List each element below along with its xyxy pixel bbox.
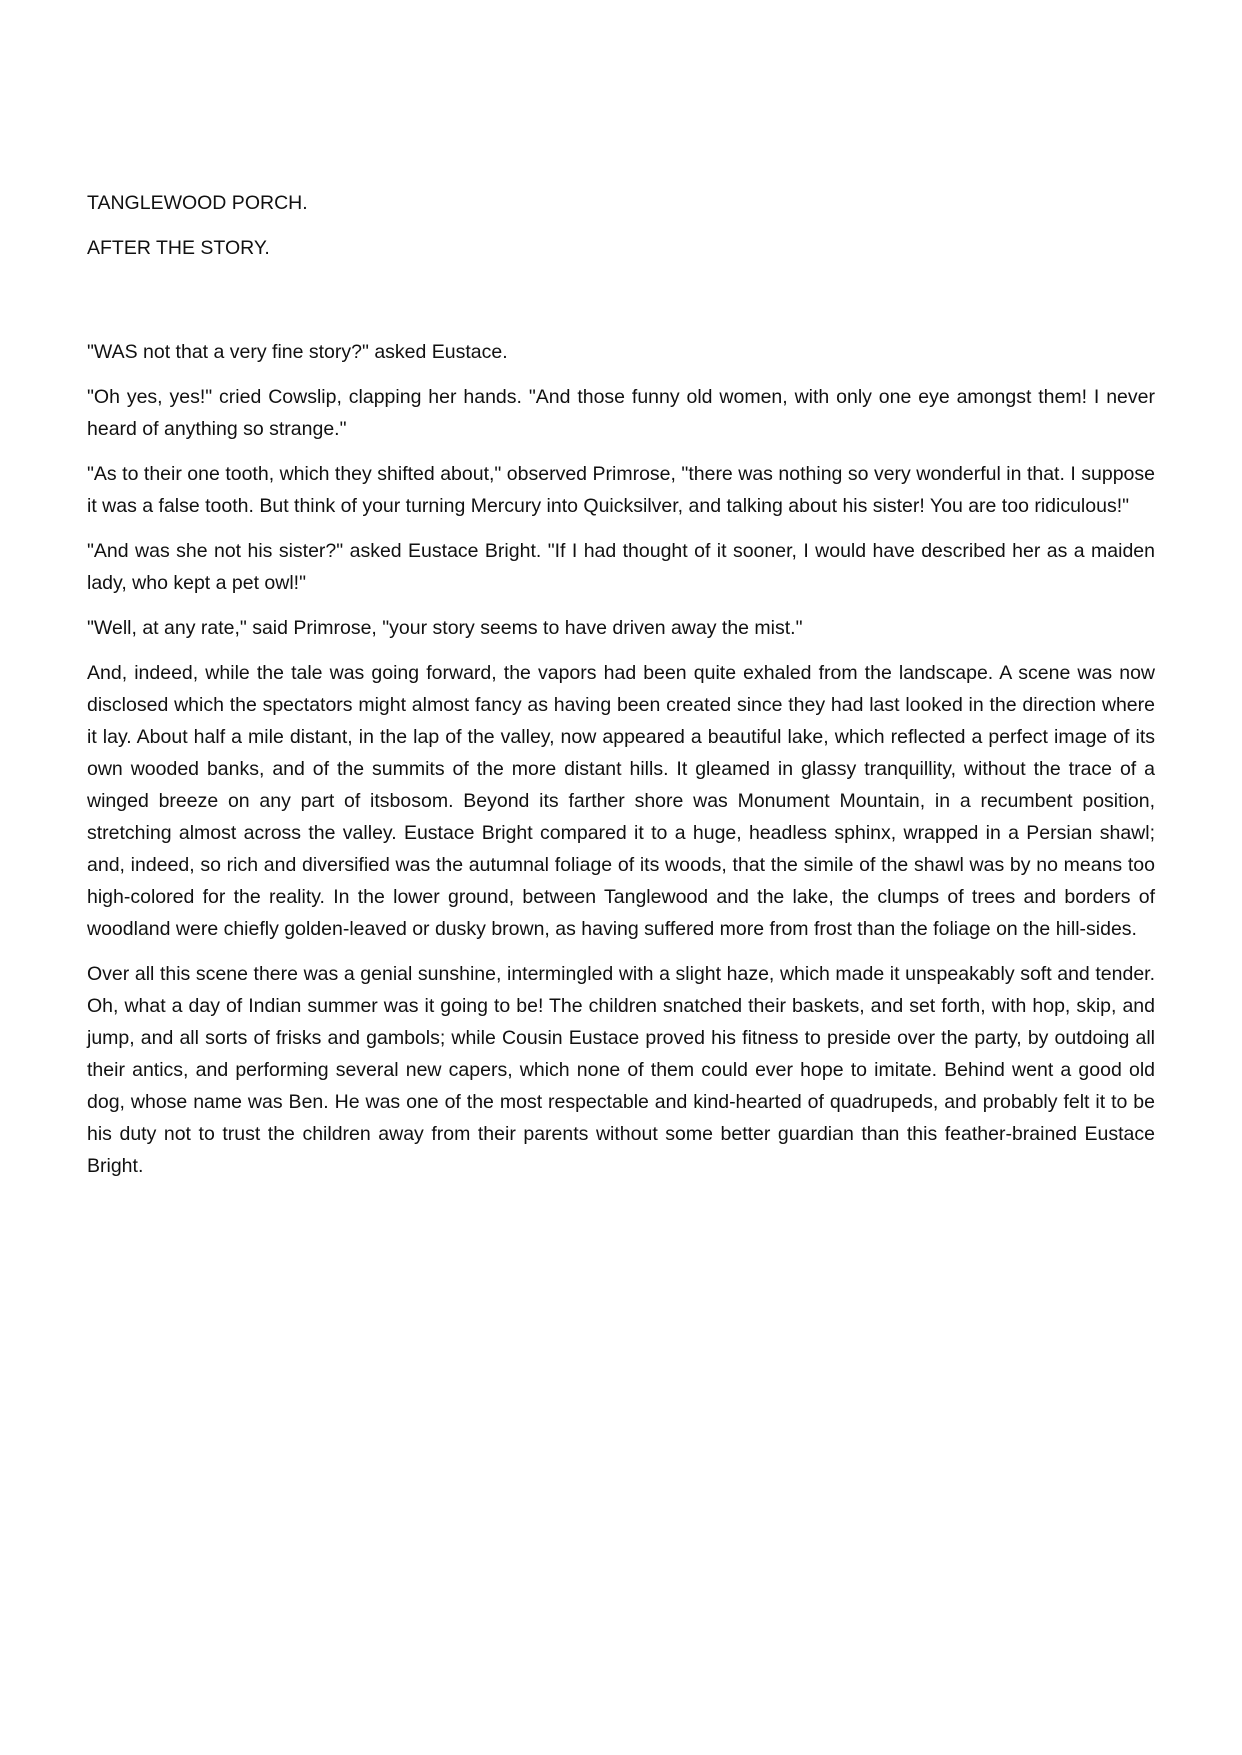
paragraph-3: "As to their one tooth, which they shifted about," observed Primrose, "there was nothing so very wonderful in that. I suppose it was a false tooth. But think of your turning Mercury into Quicksilver, and talking about his sister! You are too ridiculous!"	[87, 463, 1155, 517]
section-heading: AFTER THE STORY.	[87, 237, 270, 259]
paragraph-1: "WAS not that a very fine story?" asked Eustace.	[87, 341, 508, 363]
paragraph-4: "And was she not his sister?" asked Eustace Bright. "If I had thought of it sooner, I would have described her as a maiden lady, who kept a pet owl!"	[87, 540, 1155, 594]
paragraph-6: And, indeed, while the tale was going forward, the vapors had been quite exhaled from the landscape. A scene was now disclosed which the spectators might almost fancy as having been created since they had last looked in the direction where it lay. About half a mile distant, in the lap of the valley, now appeared a beautiful lake, which reflected a perfect image of its own wooded banks, and of the summits of the more distant hills. It gleamed in glassy tranquillity, without the trace of a winged breeze on any part of itsbosom. Beyond its farther shore was Monument Mountain, in a recumbent position, stretching almost across the valley. Eustace Bright compared it to a huge, headless sphinx, wrapped in a Persian shawl; and, indeed, so rich and diversified was the autumnal foliage of its woods, that the simile of the shawl was by no means too high-colored for the reality. In the lower ground, between Tanglewood and the lake, the clumps of trees and borders of woodland were chiefly golden-leaved or dusky brown, as having suffered more from frost than the foliage on the hill-sides.	[87, 662, 1155, 940]
paragraph-5: "Well, at any rate," said Primrose, "your story seems to have driven away the mist."	[87, 617, 803, 639]
paragraph-7: Over all this scene there was a genial sunshine, intermingled with a slight haze, which made it unspeakably soft and tender. Oh, what a day of Indian summer was it going to be! The children snatched their baskets, and set forth, with hop, skip, and jump, and all sorts of frisks and gambols; while Cousin Eustace proved his fitness to preside over the party, by outdoing all their antics, and performing several new capers, which none of them could ever hope to imitate. Behind went a good old dog, whose name was Ben. He was one of the most respectable and kind-hearted of quadrupeds, and probably felt it to be his duty not to trust the children away from their parents without some better guardian than this feather-brained Eustace Bright.	[87, 963, 1155, 1177]
document-page	[87, 187, 1155, 1195]
paragraph-2: "Oh yes, yes!" cried Cowslip, clapping her hands. "And those funny old women, with only one eye amongst them! I never heard of anything so strange."	[87, 386, 1155, 440]
chapter-heading: TANGLEWOOD PORCH.	[87, 192, 308, 214]
